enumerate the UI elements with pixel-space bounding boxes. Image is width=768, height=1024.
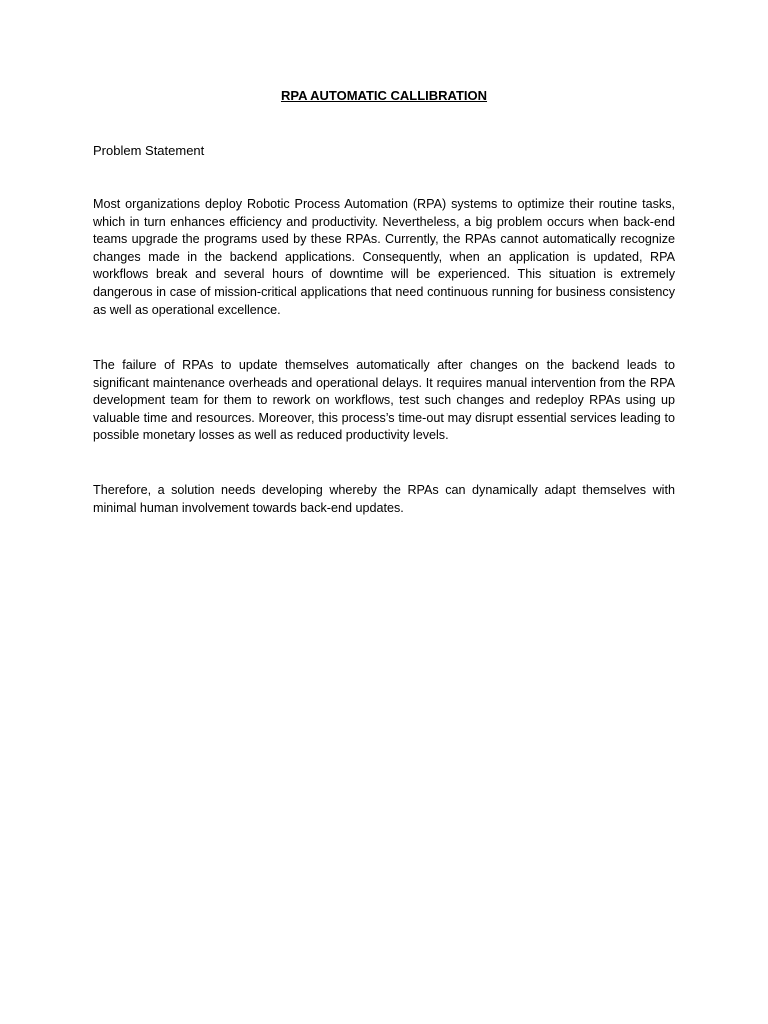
- section-heading: Problem Statement: [93, 143, 205, 158]
- document-title: RPA AUTOMATIC CALLIBRATION: [280, 88, 488, 103]
- paragraph-2: The failure of RPAs to update themselves automatically after changes on the backend leads to significant maintenance overheads and operational delays. It requires manual intervention from the RPA development team for them to rework on workflows, test such changes and redeploy RPAs using up valuable time and resources. Moreover, this process’s time-out may disrupt essential services leading to possible monetary losses as well as reduced productivity levels.: [93, 358, 675, 443]
- paragraph-3: Therefore, a solution needs developing whereby the RPAs can dynamically adapt themselves with minimal human involvement towards back-end updates.: [93, 483, 675, 515]
- paragraph-1: Most organizations deploy Robotic Process Automation (RPA) systems to optimize their routine tasks, which in turn enhances efficiency and productivity. Nevertheless, a big problem occurs when back-end teams upgrade the programs used by these RPAs. Currently, the RPAs cannot automatically recognize changes made in the backend applications. Consequently, when an application is updated, RPA workflows break and several hours of downtime will be experienced. This situation is extremely dangerous in case of mission-critical applications that need continuous running for business consistency as well as operational excellence.: [93, 197, 675, 317]
